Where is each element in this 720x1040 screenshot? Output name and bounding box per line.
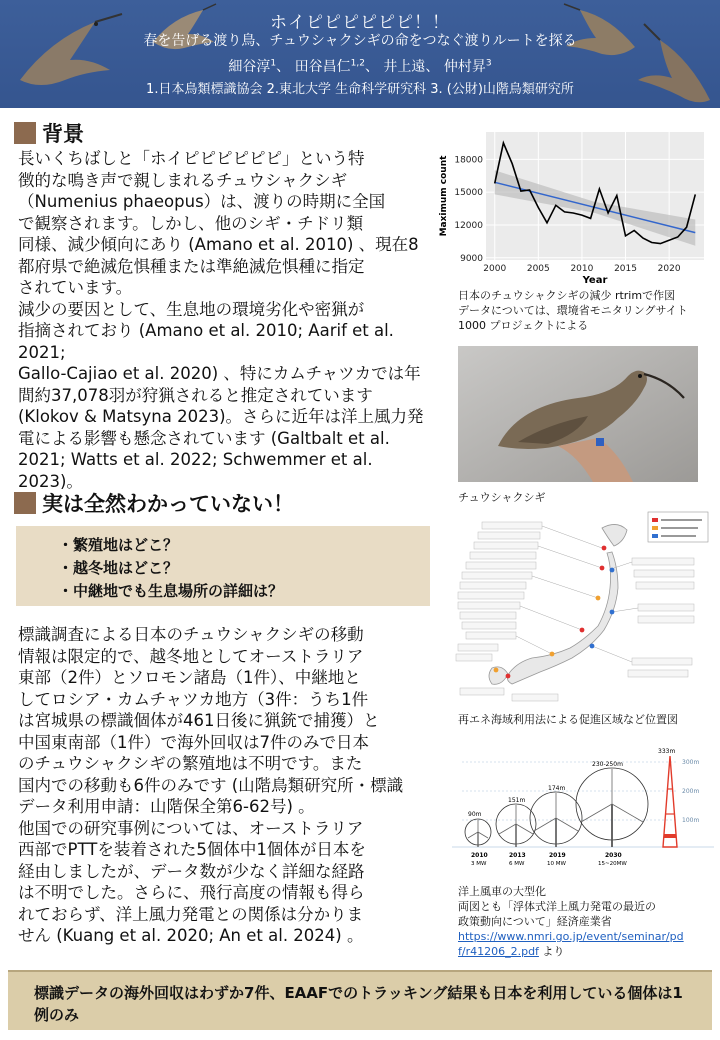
author-name: 仲村昇 xyxy=(443,59,486,75)
turbine-size-diagram xyxy=(452,744,714,876)
turbine-year-label: 2030 xyxy=(605,852,622,859)
author-name: 細谷淳 xyxy=(228,59,271,75)
text-line: 同様、減少傾向にあり (Amano et al. 2010) 、現在8 xyxy=(18,235,419,254)
detail-paragraph xyxy=(18,624,438,947)
y-tick-label: 9000 xyxy=(460,253,483,264)
section-marker-icon xyxy=(14,492,36,514)
poster-header xyxy=(0,0,720,108)
caption-line: 両図とも「浮体式洋上風力発電の最近の xyxy=(458,900,656,913)
turbine-mw-label: 15~20MW xyxy=(598,861,627,867)
text-line: せん (Kuang et al. 2020; An et al. 2024) 。 xyxy=(18,926,364,945)
turbine-mw-label: 6 MW xyxy=(509,861,525,867)
author-name: 井上遠 xyxy=(383,59,426,75)
caption-line xyxy=(458,944,716,959)
text-line: 情報は限定的で、越冬地としてオーストラリア xyxy=(18,646,364,666)
y-tick-label: 12000 xyxy=(454,220,483,231)
y-axis-label: Maximum count xyxy=(439,155,449,237)
text-line: してロシア・カムチャツカ地方（3件：うち1件 xyxy=(18,689,369,709)
section-heading-unknown xyxy=(14,488,294,518)
x-tick-label: 2000 xyxy=(483,264,507,274)
turbine-scale-label: 300m xyxy=(682,759,700,766)
author-list: 細谷淳$^1$、 田谷昌仁$^{1,2}$、 井上遠、 仲村昇$^3$ xyxy=(228,58,492,75)
text-line: 東部（2件）とソロモン諸島（1件）、中継地と xyxy=(18,668,361,687)
text-line: Gallo-Cajiao et al. 2020) 、特にカムチャツカでは年 xyxy=(18,364,421,383)
section-marker-icon xyxy=(14,122,36,144)
photo-caption: チュウシャクシギ xyxy=(458,491,546,504)
background-paragraph xyxy=(18,148,438,492)
turbine-caption xyxy=(458,884,716,959)
text-line: 国内での移動も6件のみです (山階鳥類研究所・標識 xyxy=(18,775,404,795)
section-title: 背景 xyxy=(42,122,84,146)
text-line: は宮城県の標識個体が461日後に猟銃で捕獲）と xyxy=(18,711,380,730)
offshore-wind-map xyxy=(452,508,712,708)
count-trend-chart xyxy=(434,124,712,286)
author-name: 田谷昌仁 xyxy=(294,59,351,75)
text-line: 電による影響も懸念されています (Galtbalt et al. xyxy=(18,428,390,448)
affiliations: 1.日本鳥類標識協会 2.東北大学 生命科学研究科 3. (公財)山階鳥類研究所 xyxy=(146,82,574,97)
turbine-year-label: 2013 xyxy=(509,852,526,859)
text-line: (Klokov & Matsyna 2023)。さらに近年は洋上風力発 xyxy=(18,407,424,426)
y-tick-label: 15000 xyxy=(454,188,483,199)
text-line: 中国東南部（1件）で海外回収は7件のみで日本 xyxy=(18,732,369,752)
x-tick-label: 2020 xyxy=(657,264,681,274)
text-line: 間約37,078羽が狩猟されると推定されています xyxy=(18,385,373,405)
questions-box xyxy=(16,526,430,606)
text-line: 2021; Watts et al. 2022; Schwemmer et al. 2023)。 xyxy=(18,450,373,491)
whimbrel-photo xyxy=(458,346,698,482)
caption-line: 1000 プロジェクトによる xyxy=(458,319,589,332)
summary-text: 標識データの海外回収はわずか7件、EAAFでのトラッキング結果も日本を利用している個体は1例のみ xyxy=(34,984,683,1024)
text-line: 都府県で絶滅危惧種または準絶滅危惧種に指定 xyxy=(18,256,365,276)
tower-height-label: 333m xyxy=(658,748,676,755)
caption-line: 洋上風車の大型化 xyxy=(458,885,546,898)
text-line: で観察されます。しかし、他のシギ・チドリ類 xyxy=(18,213,364,233)
text-line: 経由しましたが、データ数が少なく詳細な経路 xyxy=(18,861,365,881)
turbine-year-label: 2019 xyxy=(549,852,566,859)
chart-caption xyxy=(458,288,718,333)
x-tick-label: 2015 xyxy=(614,264,637,274)
caption-line: 政策動向について」経済産業省 xyxy=(458,915,612,928)
section-heading-background xyxy=(14,118,84,148)
x-axis-label: Year xyxy=(582,275,608,286)
y-tick-label: 18000 xyxy=(454,155,483,166)
caption-line xyxy=(458,929,716,944)
turbine-scale-label: 200m xyxy=(682,788,700,795)
source-link[interactable]: f/r41206_2.pdf xyxy=(458,945,539,958)
text-line: 標識調査による日本のチュウシャクシギの移動 xyxy=(18,625,364,644)
caption-line: 日本のチュウシャクシギの減少 rtrimで作図 xyxy=(458,289,676,302)
source-link[interactable]: https://www.nmri.go.jp/event/seminar/pd xyxy=(458,930,684,943)
text-line: のチュウシャクシギの繁殖地は不明です。また xyxy=(18,754,363,773)
text-line: されています。 xyxy=(18,278,133,297)
poster-subtitle: 春を告げる渡り鳥、チュウシャクシギの命をつなぐ渡りルートを探る xyxy=(143,33,577,49)
map-caption: 再エネ海域利用法による促進区域など位置図 xyxy=(458,713,678,726)
caption-line: データについては、環境省モニタリングサイト xyxy=(458,304,688,317)
caption-suffix: より xyxy=(538,945,565,958)
summary-banner xyxy=(8,970,712,1030)
author-affiliation-mark: 1 xyxy=(270,58,277,69)
text-line: データ利用申請：山階保全第6-62号) 。 xyxy=(18,797,315,816)
text-line: 指摘されており (Amano et al. 2010; Aarif et al. 2021; xyxy=(18,321,394,362)
turbine-scale-label: 100m xyxy=(682,817,700,824)
question-item: ・越冬地はどこ？ xyxy=(58,559,179,577)
text-line: 減少の要因として、生息地の環境劣化や密猟が xyxy=(18,299,365,319)
text-line: 西部でPTTを装着された5個体中1個体が日本を xyxy=(18,840,366,859)
turbine-height-label: 151m xyxy=(508,797,526,804)
turbine-height-label: 90m xyxy=(468,811,482,818)
question-item: ・繁殖地はどこ？ xyxy=(58,536,179,554)
question-item: ・中継地でも生息場所の詳細は？ xyxy=(58,582,284,600)
text-line: は不明でした。さらに、飛行高度の情報も得ら xyxy=(18,883,365,902)
section-title: 実は全然わかっていない！ xyxy=(42,492,294,516)
turbine-mw-label: 10 MW xyxy=(547,861,566,867)
turbine-height-label: 174m xyxy=(548,785,566,792)
text-line: 徴的な鳴き声で親しまれるチュウシャクシギ xyxy=(18,170,348,190)
turbine-height-label: 230-250m xyxy=(592,761,623,768)
x-tick-label: 2005 xyxy=(526,264,550,274)
turbine-mw-label: 3 MW xyxy=(471,861,487,867)
text-line: れておらず、洋上風力発電との関係は分かりま xyxy=(18,904,364,924)
text-line: 長いくちばしと「ホイピピピピピピ」という特 xyxy=(18,149,365,168)
poster-title: ホイピピピピピピ！！ xyxy=(270,13,450,33)
text-line: 他国での研究事例については、オーストラリア xyxy=(18,818,364,838)
x-tick-label: 2010 xyxy=(570,264,594,274)
text-line: （Numenius phaeopus）は、渡りの時期に全国 xyxy=(18,192,386,211)
author-affiliation-mark: 3 xyxy=(485,58,492,69)
author-affiliation-mark: 1,2 xyxy=(350,58,365,69)
turbine-year-label: 2010 xyxy=(471,852,488,859)
